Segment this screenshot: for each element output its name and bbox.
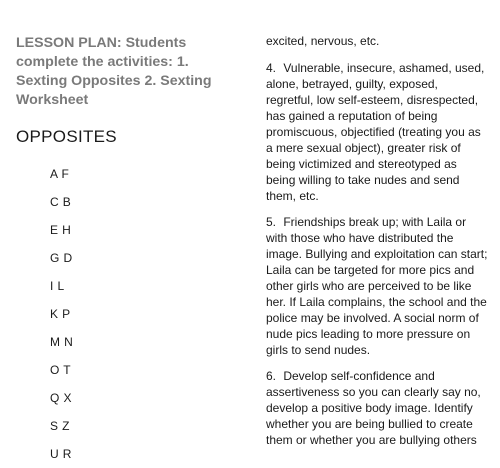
answer-item-6 (266, 368, 488, 448)
item-number: 4. (266, 61, 277, 75)
letter-pair: E H (50, 223, 72, 237)
letter-pair: U R (50, 447, 72, 461)
item-text: Develop self-confidence and assertiveness so you can clearly say no, develop a positive body image. Identify whether you are being bullied to create them or whether you are bullying others (266, 369, 481, 447)
lesson-plan-title: LESSON PLAN: Students complete the activities: 1. Sexting Opposites 2. Sexting Worksheet (16, 35, 212, 108)
letter-pair: C B (50, 195, 72, 209)
letter-pair: K P (50, 307, 71, 321)
opposites-heading: OPPOSITES (16, 127, 117, 146)
letter-pair: O T (50, 363, 71, 377)
answers-column (266, 33, 488, 458)
letter-pair: I L (50, 279, 65, 293)
letter-pair: G D (50, 251, 73, 265)
answer-continuation: excited, nervous, etc. (266, 34, 380, 48)
letter-pairs-list (16, 160, 236, 468)
left-column (16, 34, 236, 468)
letter-pair: S Z (50, 419, 70, 433)
letter-pair: Q X (50, 391, 72, 405)
item-text: Vulnerable, insecure, ashamed, used, alone, betrayed, guilty, exposed, regretful, low self-esteem, disrespected, has gained a reputation of being promiscuous, objectified (treating you as a mere sexual object), greater risk of being victimized and stereotyped as being willing to take nudes and send them, etc. (266, 61, 485, 203)
letter-pair: A F (50, 167, 70, 181)
item-text: Friendships break up; with Laila or with those who have distributed the image. Bullying and exploitation can start; Laila can be targeted for more pics and other girls who are perceived to be like her. If Laila complains, the school and the police may be involved. A social norm of nude pics leading to more pressure on girls to send nudes. (266, 215, 488, 357)
letter-pair: M N (50, 335, 74, 349)
item-number: 5. (266, 215, 277, 229)
item-number: 6. (266, 369, 277, 383)
answer-item-5 (266, 214, 488, 358)
answer-item-4 (266, 60, 488, 204)
